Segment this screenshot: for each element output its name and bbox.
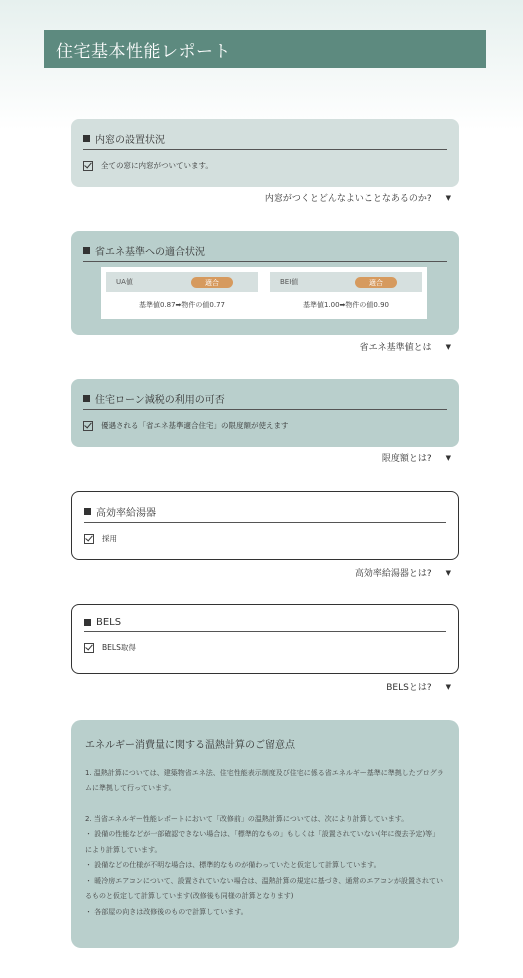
ua-header: UA値 適合 <box>106 272 258 292</box>
ua-status-badge: 適合 <box>191 277 233 288</box>
section-mortgage-deduction <box>71 379 459 447</box>
section-water-heater <box>71 491 459 560</box>
note-bullet: ・ 各部屋の向きは改修後のもので計算しています。 <box>85 907 248 916</box>
calculation-notes <box>71 720 459 948</box>
toggle-water-heater-info[interactable]: 高効率給湯器とは? ▼ <box>354 568 451 579</box>
bei-column <box>270 272 422 310</box>
section-title: BELS <box>84 617 446 632</box>
section-energy-standard <box>71 231 459 335</box>
toggle-inner-window-info[interactable]: 内窓がつくとどんなよいことなあるのか? ▼ <box>264 193 451 204</box>
ua-column <box>106 272 258 310</box>
section-title: 住宅ローン減税の利用の可否 <box>83 391 447 410</box>
checkbox-checked-icon <box>84 643 94 653</box>
ua-value: 基準値0.87➡物件の値0.77 <box>138 301 226 309</box>
notes-title: エネルギー消費量に関する温熱計算のご留意点 <box>85 740 295 751</box>
bei-status-badge: 適合 <box>355 277 397 288</box>
compliance-table <box>101 267 427 319</box>
checkbox-checked-icon <box>83 161 93 171</box>
section-title: 省エネ基準への適合状況 <box>83 243 447 262</box>
note-paragraph-1: 1. 温熱計算については、建築物省エネ法、住宅性能表示制度及び住宅に係る省エネルギー基準に準拠したプログラムに準拠して行っています。 <box>85 768 444 792</box>
note-paragraph-2: 2. 当省エネルギー性能レポートにおいて「改修前」の温熱計算については、次により計算しています。 <box>85 814 409 823</box>
caret-down-icon: ▼ <box>445 342 451 351</box>
checkbox-checked-icon <box>83 421 93 431</box>
square-bullet-icon <box>83 247 90 254</box>
note-bullet: ・ 設備の性能などが一部確認できない場合は、「標準的なもの」もしくは「設置されていない(年に復去予定)等」により計算しています。 <box>85 830 440 854</box>
caret-down-icon: ▼ <box>445 193 451 202</box>
section-inner-window <box>71 119 459 187</box>
caret-down-icon: ▼ <box>445 453 451 462</box>
check-row: 採用 <box>84 533 446 544</box>
toggle-bels-info[interactable]: BELSとは? ▼ <box>386 682 451 693</box>
note-bullet: ・ 暖冷房エアコンについて、設置されていない場合は、温熱計算の規定に基づき、通常のエアコンが設置されているものと仮定して計算しています(改修後も同様の計算となります) <box>85 876 443 900</box>
square-bullet-icon <box>84 508 91 515</box>
check-row: 優遇される「省エネ基準適合住宅」の限度額が使えます <box>83 420 447 431</box>
page-header <box>44 30 486 68</box>
square-bullet-icon <box>83 395 90 402</box>
section-title: 高効率給湯器 <box>84 504 446 523</box>
bei-header: BEI値 適合 <box>270 272 422 292</box>
page-title: 住宅基本性能レポート <box>56 41 231 62</box>
checkbox-checked-icon <box>84 534 94 544</box>
section-title: 内窓の設置状況 <box>83 131 447 150</box>
bei-value: 基準値1.00➡物件の値0.90 <box>302 301 390 309</box>
caret-down-icon: ▼ <box>445 568 451 577</box>
toggle-limit-info[interactable]: 限度額とは? ▼ <box>381 453 451 464</box>
toggle-energy-standard-info[interactable]: 省エネ基準値とは ▼ <box>359 342 451 353</box>
square-bullet-icon <box>83 135 90 142</box>
check-row: BELS取得 <box>84 642 446 653</box>
caret-down-icon: ▼ <box>445 682 451 691</box>
square-bullet-icon <box>84 619 91 626</box>
check-row: 全ての窓に内窓がついています。 <box>83 160 447 171</box>
section-bels <box>71 604 459 674</box>
note-bullet: ・ 設備などの仕様が不明な場合は、標準的なものが備わっていたと仮定して計算しています。 <box>85 861 381 869</box>
